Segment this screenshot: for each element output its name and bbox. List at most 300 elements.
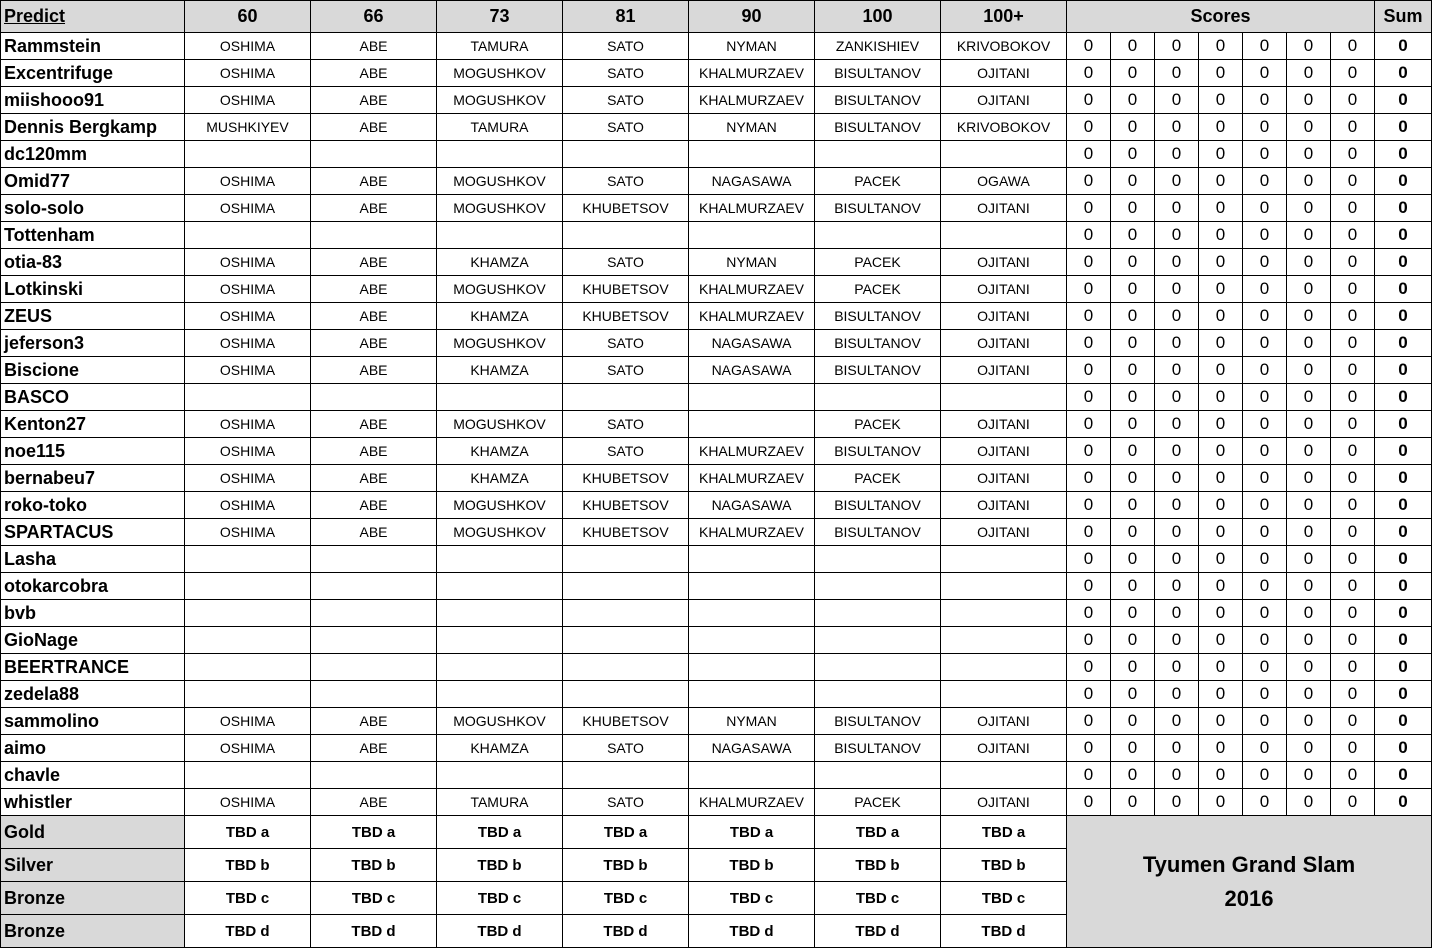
score-cell[interactable]: 0	[1111, 573, 1155, 600]
score-cell[interactable]: 0	[1243, 195, 1287, 222]
sum-cell[interactable]: 0	[1375, 519, 1432, 546]
score-cell[interactable]: 0	[1199, 492, 1243, 519]
pick-cell[interactable]: ABE	[311, 60, 437, 87]
score-cell[interactable]: 0	[1067, 141, 1111, 168]
player-name[interactable]: chavle	[1, 762, 185, 789]
pick-cell[interactable]	[689, 546, 815, 573]
sum-cell[interactable]: 0	[1375, 681, 1432, 708]
sum-cell[interactable]: 0	[1375, 60, 1432, 87]
score-cell[interactable]: 0	[1331, 708, 1375, 735]
pick-cell[interactable]	[311, 681, 437, 708]
pick-cell[interactable]: ABE	[311, 492, 437, 519]
pick-cell[interactable]	[311, 654, 437, 681]
medal-result-cell[interactable]: TBD a	[185, 816, 311, 849]
player-name[interactable]: Rammstein	[1, 33, 185, 60]
score-cell[interactable]: 0	[1199, 546, 1243, 573]
score-cell[interactable]: 0	[1243, 654, 1287, 681]
pick-cell[interactable]: MOGUSHKOV	[437, 168, 563, 195]
pick-cell[interactable]	[437, 384, 563, 411]
score-cell[interactable]: 0	[1287, 600, 1331, 627]
pick-cell[interactable]: KRIVOBOKOV	[941, 33, 1067, 60]
pick-cell[interactable]: SATO	[563, 60, 689, 87]
pick-cell[interactable]: SATO	[563, 789, 689, 816]
pick-cell[interactable]: KHALMURZAEV	[689, 465, 815, 492]
pick-cell[interactable]: ZANKISHIEV	[815, 33, 941, 60]
player-name[interactable]: otokarcobra	[1, 573, 185, 600]
pick-cell[interactable]: KHUBETSOV	[563, 465, 689, 492]
sum-cell[interactable]: 0	[1375, 384, 1432, 411]
score-cell[interactable]: 0	[1067, 465, 1111, 492]
pick-cell[interactable]: SATO	[563, 249, 689, 276]
pick-cell[interactable]: PACEK	[815, 789, 941, 816]
pick-cell[interactable]: ABE	[311, 249, 437, 276]
sum-cell[interactable]: 0	[1375, 492, 1432, 519]
pick-cell[interactable]: KHAMZA	[437, 438, 563, 465]
score-cell[interactable]: 0	[1067, 627, 1111, 654]
player-name[interactable]: sammolino	[1, 708, 185, 735]
pick-cell[interactable]	[689, 762, 815, 789]
pick-cell[interactable]: OJITANI	[941, 465, 1067, 492]
score-cell[interactable]: 0	[1243, 708, 1287, 735]
pick-cell[interactable]	[689, 627, 815, 654]
score-cell[interactable]: 0	[1155, 789, 1199, 816]
pick-cell[interactable]	[941, 141, 1067, 168]
score-cell[interactable]: 0	[1199, 519, 1243, 546]
score-cell[interactable]: 0	[1111, 60, 1155, 87]
sum-cell[interactable]: 0	[1375, 276, 1432, 303]
player-name[interactable]: ZEUS	[1, 303, 185, 330]
player-name[interactable]: jeferson3	[1, 330, 185, 357]
score-cell[interactable]: 0	[1155, 600, 1199, 627]
medal-result-cell[interactable]: TBD d	[563, 915, 689, 948]
score-cell[interactable]: 0	[1331, 87, 1375, 114]
sum-cell[interactable]: 0	[1375, 627, 1432, 654]
score-cell[interactable]: 0	[1243, 546, 1287, 573]
score-cell[interactable]: 0	[1199, 438, 1243, 465]
score-cell[interactable]: 0	[1067, 600, 1111, 627]
pick-cell[interactable]: MOGUSHKOV	[437, 519, 563, 546]
score-cell[interactable]: 0	[1331, 735, 1375, 762]
score-cell[interactable]: 0	[1287, 654, 1331, 681]
pick-cell[interactable]: OSHIMA	[185, 33, 311, 60]
sum-cell[interactable]: 0	[1375, 789, 1432, 816]
score-cell[interactable]: 0	[1287, 60, 1331, 87]
score-cell[interactable]: 0	[1287, 276, 1331, 303]
score-cell[interactable]: 0	[1155, 276, 1199, 303]
pick-cell[interactable]: OJITANI	[941, 60, 1067, 87]
score-cell[interactable]: 0	[1199, 303, 1243, 330]
pick-cell[interactable]: SATO	[563, 357, 689, 384]
score-cell[interactable]: 0	[1287, 465, 1331, 492]
sum-cell[interactable]: 0	[1375, 87, 1432, 114]
sum-cell[interactable]: 0	[1375, 411, 1432, 438]
score-cell[interactable]: 0	[1067, 438, 1111, 465]
score-cell[interactable]: 0	[1199, 708, 1243, 735]
pick-cell[interactable]	[689, 681, 815, 708]
score-cell[interactable]: 0	[1111, 654, 1155, 681]
pick-cell[interactable]: KHALMURZAEV	[689, 303, 815, 330]
score-cell[interactable]: 0	[1155, 330, 1199, 357]
score-cell[interactable]: 0	[1155, 141, 1199, 168]
medal-result-cell[interactable]: TBD a	[689, 816, 815, 849]
pick-cell[interactable]: ABE	[311, 114, 437, 141]
medal-result-cell[interactable]: TBD c	[437, 882, 563, 915]
pick-cell[interactable]: BISULTANOV	[815, 303, 941, 330]
pick-cell[interactable]: KHALMURZAEV	[689, 87, 815, 114]
score-cell[interactable]: 0	[1067, 519, 1111, 546]
pick-cell[interactable]	[941, 762, 1067, 789]
score-cell[interactable]: 0	[1243, 114, 1287, 141]
pick-cell[interactable]: OSHIMA	[185, 411, 311, 438]
score-cell[interactable]: 0	[1331, 438, 1375, 465]
score-cell[interactable]: 0	[1287, 330, 1331, 357]
score-cell[interactable]: 0	[1331, 357, 1375, 384]
player-name[interactable]: Lasha	[1, 546, 185, 573]
score-cell[interactable]: 0	[1067, 249, 1111, 276]
score-cell[interactable]: 0	[1111, 600, 1155, 627]
score-cell[interactable]: 0	[1199, 330, 1243, 357]
score-cell[interactable]: 0	[1243, 762, 1287, 789]
pick-cell[interactable]: KHAMZA	[437, 735, 563, 762]
pick-cell[interactable]: KHALMURZAEV	[689, 789, 815, 816]
pick-cell[interactable]: MOGUSHKOV	[437, 87, 563, 114]
sum-cell[interactable]: 0	[1375, 735, 1432, 762]
score-cell[interactable]: 0	[1111, 789, 1155, 816]
pick-cell[interactable]: SATO	[563, 168, 689, 195]
pick-cell[interactable]: ABE	[311, 33, 437, 60]
score-cell[interactable]: 0	[1111, 141, 1155, 168]
pick-cell[interactable]: NYMAN	[689, 249, 815, 276]
pick-cell[interactable]: KHALMURZAEV	[689, 195, 815, 222]
score-cell[interactable]: 0	[1331, 789, 1375, 816]
player-name[interactable]: roko-toko	[1, 492, 185, 519]
score-cell[interactable]: 0	[1111, 681, 1155, 708]
pick-cell[interactable]: NAGASAWA	[689, 492, 815, 519]
pick-cell[interactable]: KHUBETSOV	[563, 708, 689, 735]
score-cell[interactable]: 0	[1111, 384, 1155, 411]
score-cell[interactable]: 0	[1331, 168, 1375, 195]
pick-cell[interactable]: PACEK	[815, 276, 941, 303]
score-cell[interactable]: 0	[1067, 330, 1111, 357]
score-cell[interactable]: 0	[1067, 654, 1111, 681]
pick-cell[interactable]	[815, 762, 941, 789]
pick-cell[interactable]	[563, 627, 689, 654]
pick-cell[interactable]: BISULTANOV	[815, 492, 941, 519]
score-cell[interactable]: 0	[1199, 411, 1243, 438]
score-cell[interactable]: 0	[1287, 222, 1331, 249]
score-cell[interactable]: 0	[1243, 60, 1287, 87]
pick-cell[interactable]: BISULTANOV	[815, 330, 941, 357]
score-cell[interactable]: 0	[1287, 546, 1331, 573]
pick-cell[interactable]: OSHIMA	[185, 249, 311, 276]
score-cell[interactable]: 0	[1067, 708, 1111, 735]
sum-cell[interactable]: 0	[1375, 330, 1432, 357]
score-cell[interactable]: 0	[1199, 222, 1243, 249]
pick-cell[interactable]: PACEK	[815, 168, 941, 195]
sum-cell[interactable]: 0	[1375, 168, 1432, 195]
score-cell[interactable]: 0	[1199, 762, 1243, 789]
medal-result-cell[interactable]: TBD c	[941, 882, 1067, 915]
score-cell[interactable]: 0	[1287, 789, 1331, 816]
medal-result-cell[interactable]: TBD b	[437, 849, 563, 882]
score-cell[interactable]: 0	[1067, 195, 1111, 222]
score-cell[interactable]: 0	[1287, 735, 1331, 762]
medal-result-cell[interactable]: TBD a	[563, 816, 689, 849]
pick-cell[interactable]	[689, 141, 815, 168]
score-cell[interactable]: 0	[1331, 654, 1375, 681]
score-cell[interactable]: 0	[1243, 411, 1287, 438]
score-cell[interactable]: 0	[1111, 249, 1155, 276]
pick-cell[interactable]: KHUBETSOV	[563, 276, 689, 303]
pick-cell[interactable]	[311, 384, 437, 411]
pick-cell[interactable]: OSHIMA	[185, 168, 311, 195]
score-cell[interactable]: 0	[1243, 87, 1287, 114]
pick-cell[interactable]: OJITANI	[941, 519, 1067, 546]
player-name[interactable]: bernabeu7	[1, 465, 185, 492]
medal-result-cell[interactable]: TBD d	[815, 915, 941, 948]
score-cell[interactable]: 0	[1331, 762, 1375, 789]
pick-cell[interactable]: OSHIMA	[185, 519, 311, 546]
pick-cell[interactable]	[815, 141, 941, 168]
score-cell[interactable]: 0	[1067, 114, 1111, 141]
pick-cell[interactable]: KHAMZA	[437, 249, 563, 276]
score-cell[interactable]: 0	[1331, 141, 1375, 168]
score-cell[interactable]: 0	[1155, 654, 1199, 681]
score-cell[interactable]: 0	[1331, 519, 1375, 546]
score-cell[interactable]: 0	[1155, 573, 1199, 600]
pick-cell[interactable]: ABE	[311, 330, 437, 357]
score-cell[interactable]: 0	[1199, 465, 1243, 492]
pick-cell[interactable]: OJITANI	[941, 438, 1067, 465]
score-cell[interactable]: 0	[1243, 519, 1287, 546]
score-cell[interactable]: 0	[1331, 195, 1375, 222]
score-cell[interactable]: 0	[1067, 357, 1111, 384]
score-cell[interactable]: 0	[1155, 411, 1199, 438]
pick-cell[interactable]: MOGUSHKOV	[437, 276, 563, 303]
pick-cell[interactable]	[941, 222, 1067, 249]
score-cell[interactable]: 0	[1287, 114, 1331, 141]
score-cell[interactable]: 0	[1331, 411, 1375, 438]
score-cell[interactable]: 0	[1287, 492, 1331, 519]
score-cell[interactable]: 0	[1243, 384, 1287, 411]
pick-cell[interactable]: OJITANI	[941, 411, 1067, 438]
pick-cell[interactable]	[941, 573, 1067, 600]
score-cell[interactable]: 0	[1155, 519, 1199, 546]
pick-cell[interactable]	[185, 600, 311, 627]
score-cell[interactable]: 0	[1111, 411, 1155, 438]
pick-cell[interactable]: ABE	[311, 465, 437, 492]
score-cell[interactable]: 0	[1155, 60, 1199, 87]
pick-cell[interactable]: PACEK	[815, 411, 941, 438]
score-cell[interactable]: 0	[1199, 357, 1243, 384]
sum-cell[interactable]: 0	[1375, 438, 1432, 465]
pick-cell[interactable]: OSHIMA	[185, 492, 311, 519]
player-name[interactable]: aimo	[1, 735, 185, 762]
score-cell[interactable]: 0	[1067, 222, 1111, 249]
pick-cell[interactable]: MOGUSHKOV	[437, 330, 563, 357]
pick-cell[interactable]: NYMAN	[689, 114, 815, 141]
player-name[interactable]: BASCO	[1, 384, 185, 411]
score-cell[interactable]: 0	[1331, 222, 1375, 249]
score-cell[interactable]: 0	[1067, 411, 1111, 438]
sum-cell[interactable]: 0	[1375, 465, 1432, 492]
score-cell[interactable]: 0	[1155, 465, 1199, 492]
score-cell[interactable]: 0	[1155, 357, 1199, 384]
score-cell[interactable]: 0	[1331, 60, 1375, 87]
pick-cell[interactable]	[563, 573, 689, 600]
score-cell[interactable]: 0	[1243, 573, 1287, 600]
score-cell[interactable]: 0	[1287, 168, 1331, 195]
player-name[interactable]: Omid77	[1, 168, 185, 195]
pick-cell[interactable]: BISULTANOV	[815, 735, 941, 762]
score-cell[interactable]: 0	[1199, 384, 1243, 411]
score-cell[interactable]: 0	[1243, 600, 1287, 627]
score-cell[interactable]: 0	[1067, 168, 1111, 195]
player-name[interactable]: miishooo91	[1, 87, 185, 114]
pick-cell[interactable]	[437, 654, 563, 681]
pick-cell[interactable]	[563, 141, 689, 168]
score-cell[interactable]: 0	[1155, 627, 1199, 654]
score-cell[interactable]: 0	[1111, 114, 1155, 141]
sum-cell[interactable]: 0	[1375, 762, 1432, 789]
score-cell[interactable]: 0	[1243, 735, 1287, 762]
sum-cell[interactable]: 0	[1375, 573, 1432, 600]
medal-result-cell[interactable]: TBD d	[437, 915, 563, 948]
medal-result-cell[interactable]: TBD d	[941, 915, 1067, 948]
pick-cell[interactable]	[563, 222, 689, 249]
score-cell[interactable]: 0	[1155, 168, 1199, 195]
player-name[interactable]: Tottenham	[1, 222, 185, 249]
sum-cell[interactable]: 0	[1375, 546, 1432, 573]
pick-cell[interactable]: OSHIMA	[185, 789, 311, 816]
player-name[interactable]: GioNage	[1, 627, 185, 654]
score-cell[interactable]: 0	[1155, 303, 1199, 330]
score-cell[interactable]: 0	[1155, 492, 1199, 519]
pick-cell[interactable]: OJITANI	[941, 492, 1067, 519]
score-cell[interactable]: 0	[1067, 492, 1111, 519]
pick-cell[interactable]: ABE	[311, 168, 437, 195]
score-cell[interactable]: 0	[1287, 438, 1331, 465]
medal-result-cell[interactable]: TBD c	[185, 882, 311, 915]
pick-cell[interactable]	[437, 600, 563, 627]
pick-cell[interactable]: OSHIMA	[185, 303, 311, 330]
player-name[interactable]: BEERTRANCE	[1, 654, 185, 681]
pick-cell[interactable]: ABE	[311, 303, 437, 330]
pick-cell[interactable]: SATO	[563, 735, 689, 762]
medal-result-cell[interactable]: TBD c	[563, 882, 689, 915]
score-cell[interactable]: 0	[1067, 60, 1111, 87]
pick-cell[interactable]	[815, 384, 941, 411]
medal-result-cell[interactable]: TBD b	[689, 849, 815, 882]
player-name[interactable]: zedela88	[1, 681, 185, 708]
score-cell[interactable]: 0	[1199, 168, 1243, 195]
score-cell[interactable]: 0	[1155, 681, 1199, 708]
score-cell[interactable]: 0	[1067, 87, 1111, 114]
score-cell[interactable]: 0	[1331, 492, 1375, 519]
pick-cell[interactable]: OJITANI	[941, 195, 1067, 222]
pick-cell[interactable]	[689, 384, 815, 411]
score-cell[interactable]: 0	[1067, 384, 1111, 411]
pick-cell[interactable]	[437, 141, 563, 168]
score-cell[interactable]: 0	[1331, 600, 1375, 627]
pick-cell[interactable]: OSHIMA	[185, 195, 311, 222]
pick-cell[interactable]: KHUBETSOV	[563, 303, 689, 330]
score-cell[interactable]: 0	[1155, 546, 1199, 573]
pick-cell[interactable]: NAGASAWA	[689, 357, 815, 384]
pick-cell[interactable]	[185, 384, 311, 411]
pick-cell[interactable]	[185, 141, 311, 168]
score-cell[interactable]: 0	[1287, 762, 1331, 789]
score-cell[interactable]: 0	[1331, 546, 1375, 573]
score-cell[interactable]: 0	[1155, 33, 1199, 60]
pick-cell[interactable]: OSHIMA	[185, 465, 311, 492]
score-cell[interactable]: 0	[1199, 573, 1243, 600]
score-cell[interactable]: 0	[1111, 708, 1155, 735]
pick-cell[interactable]	[185, 762, 311, 789]
score-cell[interactable]: 0	[1067, 33, 1111, 60]
pick-cell[interactable]: OGAWA	[941, 168, 1067, 195]
pick-cell[interactable]: ABE	[311, 87, 437, 114]
medal-result-cell[interactable]: TBD d	[311, 915, 437, 948]
pick-cell[interactable]	[815, 222, 941, 249]
score-cell[interactable]: 0	[1243, 330, 1287, 357]
score-cell[interactable]: 0	[1111, 627, 1155, 654]
player-name[interactable]: Dennis Bergkamp	[1, 114, 185, 141]
pick-cell[interactable]	[311, 762, 437, 789]
pick-cell[interactable]: TAMURA	[437, 114, 563, 141]
pick-cell[interactable]: OSHIMA	[185, 438, 311, 465]
score-cell[interactable]: 0	[1287, 519, 1331, 546]
pick-cell[interactable]: KHUBETSOV	[563, 195, 689, 222]
score-cell[interactable]: 0	[1287, 411, 1331, 438]
pick-cell[interactable]: ABE	[311, 519, 437, 546]
pick-cell[interactable]: ABE	[311, 789, 437, 816]
pick-cell[interactable]: BISULTANOV	[815, 60, 941, 87]
pick-cell[interactable]: OSHIMA	[185, 357, 311, 384]
pick-cell[interactable]	[185, 573, 311, 600]
pick-cell[interactable]	[311, 600, 437, 627]
pick-cell[interactable]: SATO	[563, 114, 689, 141]
pick-cell[interactable]: NAGASAWA	[689, 168, 815, 195]
score-cell[interactable]: 0	[1067, 735, 1111, 762]
score-cell[interactable]: 0	[1111, 303, 1155, 330]
pick-cell[interactable]: OSHIMA	[185, 330, 311, 357]
score-cell[interactable]: 0	[1155, 708, 1199, 735]
pick-cell[interactable]	[689, 573, 815, 600]
player-name[interactable]: whistler	[1, 789, 185, 816]
pick-cell[interactable]: BISULTANOV	[815, 708, 941, 735]
pick-cell[interactable]: KRIVOBOKOV	[941, 114, 1067, 141]
score-cell[interactable]: 0	[1287, 357, 1331, 384]
score-cell[interactable]: 0	[1243, 438, 1287, 465]
player-name[interactable]: noe115	[1, 438, 185, 465]
pick-cell[interactable]: KHUBETSOV	[563, 519, 689, 546]
score-cell[interactable]: 0	[1067, 303, 1111, 330]
pick-cell[interactable]	[941, 654, 1067, 681]
score-cell[interactable]: 0	[1111, 330, 1155, 357]
pick-cell[interactable]: OSHIMA	[185, 276, 311, 303]
score-cell[interactable]: 0	[1111, 276, 1155, 303]
pick-cell[interactable]: OJITANI	[941, 735, 1067, 762]
player-name[interactable]: bvb	[1, 600, 185, 627]
pick-cell[interactable]: ABE	[311, 411, 437, 438]
score-cell[interactable]: 0	[1111, 465, 1155, 492]
medal-result-cell[interactable]: TBD d	[689, 915, 815, 948]
score-cell[interactable]: 0	[1111, 519, 1155, 546]
score-cell[interactable]: 0	[1287, 249, 1331, 276]
pick-cell[interactable]: ABE	[311, 438, 437, 465]
score-cell[interactable]: 0	[1111, 87, 1155, 114]
